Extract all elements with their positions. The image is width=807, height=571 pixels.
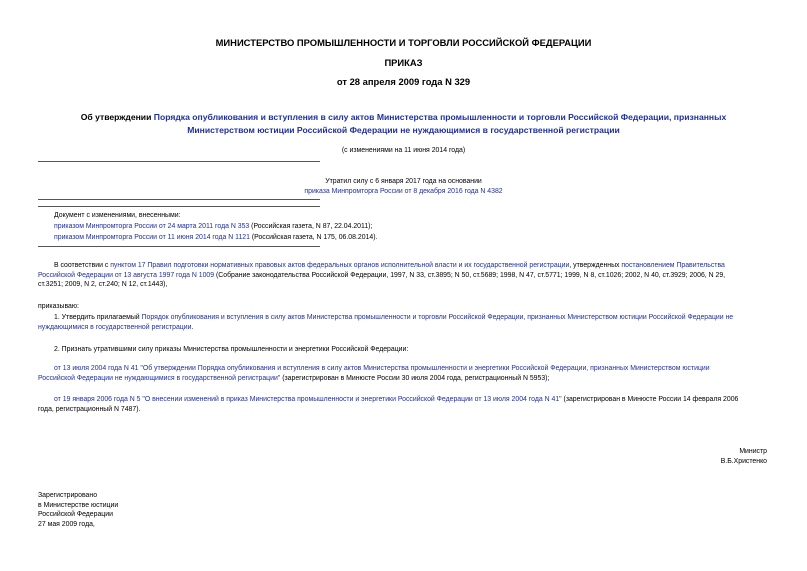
preamble-line xyxy=(38,271,768,281)
registration-block xyxy=(38,491,118,529)
preamble-line: ст.3251; 2009, N 2, ст.240; N 12, ст.1443), xyxy=(38,281,168,289)
amendment-source: (Российская газета, N 175, 06.08.2014). xyxy=(249,234,378,241)
title-link-line2[interactable]: Министерством юстиции Российской Федерации не нуждающимися в государственной регистрации xyxy=(187,124,620,135)
signature-block xyxy=(721,447,767,466)
document-title xyxy=(40,111,767,136)
divider xyxy=(38,206,320,207)
procedure-link[interactable]: Порядок опубликования и вступления в силу актов Министерства промышленности и торговли Российской Федерации, признанных Министерством юстиции Российской Федерации не xyxy=(141,314,734,321)
preamble-paragraph xyxy=(38,261,768,290)
repealed-line: года, регистрационный N 7487). xyxy=(38,405,141,413)
order-item-1 xyxy=(38,313,768,332)
preamble-text: (Собрание законодательства Российской Федерации, 1997, N 33, ст.3895; N 50, ст.5689; 1998, N 47, ст.5771; 1999, N 8, ст.1026; 2002, N 40, ст.3929; 2006, N 29, xyxy=(214,271,726,279)
amendments-heading: Документ с изменениями, внесенными: xyxy=(54,212,181,219)
registration-note: (зарегистрирован в Минюсте России 30 июля 2004 года, регистрационный N 5953); xyxy=(280,374,550,382)
repealed-order-link[interactable]: от 13 июля 2004 года N 41 "Об утверждении Порядка опубликования и вступления в силу актов Министерства промышленности и энергетики Российской Федерации, признанных Министерством юстиции xyxy=(54,365,710,372)
changes-note: (с изменениями на 11 июня 2014 года) xyxy=(341,147,466,154)
registration-line: 27 мая 2009 года, xyxy=(38,520,95,528)
item-line xyxy=(38,313,768,323)
divider xyxy=(38,246,320,247)
signatory-name: В.Б.Христенко xyxy=(720,457,767,465)
repealed-order-link[interactable]: от 19 января 2006 года N 5 "О внесении изменений в приказ Министерства промышленности и энергетики Российской Федерации от 13 июля 2004 года N 41" xyxy=(54,396,562,403)
expired-line: Утратил силу с 6 января 2017 года на основании xyxy=(325,178,482,185)
divider xyxy=(38,199,320,200)
item-line xyxy=(38,323,768,333)
order-item-2: 2. Признать утратившими силу приказы Министерства промышленности и энергетики Российской Федерации: xyxy=(54,346,409,353)
registration-note: (зарегистрирован в Минюсте России 14 февраля 2006 xyxy=(561,396,739,403)
doc-type-heading: ПРИКАЗ xyxy=(384,57,423,68)
amendment-source: (Российская газета, N 87, 22.04.2011); xyxy=(249,223,373,230)
repealed-order-link-cont[interactable]: Российской Федерации не нуждающимися в государственной регистрации" xyxy=(38,374,281,382)
expired-link-wrap xyxy=(0,187,807,197)
amendment-link[interactable]: приказом Минпромторга России от 11 июня 2014 года N 1121 xyxy=(54,234,250,241)
doc-date-heading: от 28 апреля 2009 года N 329 xyxy=(336,76,471,87)
preamble-text: В соответствии с xyxy=(54,262,111,269)
item-text: 1. Утвердить прилагаемый xyxy=(54,314,142,321)
title-prefix: Об утверждении xyxy=(80,112,154,122)
order-word: приказываю: xyxy=(38,303,79,310)
preamble-text: , утвержденных xyxy=(569,262,622,269)
registration-line: Российской Федерации xyxy=(38,511,113,519)
government-decree-link[interactable]: постановлением Правительства xyxy=(621,262,725,269)
amendment-item xyxy=(54,222,372,232)
amendment-link[interactable]: приказом Минпромторга России от 24 марта 2011 года N 353 xyxy=(54,223,250,230)
title-link-line1[interactable]: Порядка опубликования и вступления в силу актов Министерства промышленности и торговли Российской Федерации, признанных xyxy=(153,112,727,122)
repealed-line xyxy=(38,395,768,405)
repealed-order-2 xyxy=(38,395,768,414)
preamble-line xyxy=(38,261,768,271)
expired-link[interactable]: приказа Минпромторга России от 8 декабря 2016 года N 4382 xyxy=(304,188,503,195)
repealed-order-1 xyxy=(38,364,768,383)
repealed-line xyxy=(38,374,768,384)
rules-link[interactable]: пунктом 17 Правил подготовки нормативных правовых актов федеральных органов исполнительной власти и их государственной регистрации xyxy=(110,262,570,269)
divider xyxy=(38,161,320,162)
ministry-heading: МИНИСТЕРСТВО ПРОМЫШЛЕННОСТИ И ТОРГОВЛИ РОССИЙСКОЙ ФЕДЕРАЦИИ xyxy=(215,37,592,48)
registration-line: Зарегистрировано xyxy=(38,492,98,499)
signatory-position: Министр xyxy=(739,448,767,455)
procedure-link-cont[interactable]: нуждающимися в государственной регистрации xyxy=(38,323,192,331)
amendment-item xyxy=(54,233,377,243)
item-text: . xyxy=(191,323,194,331)
government-decree-link-cont[interactable]: Российской Федерации от 13 августа 1997 года N 1009 xyxy=(38,271,215,279)
registration-line: в Министерстве юстиции xyxy=(38,501,119,509)
repealed-line xyxy=(38,364,768,374)
